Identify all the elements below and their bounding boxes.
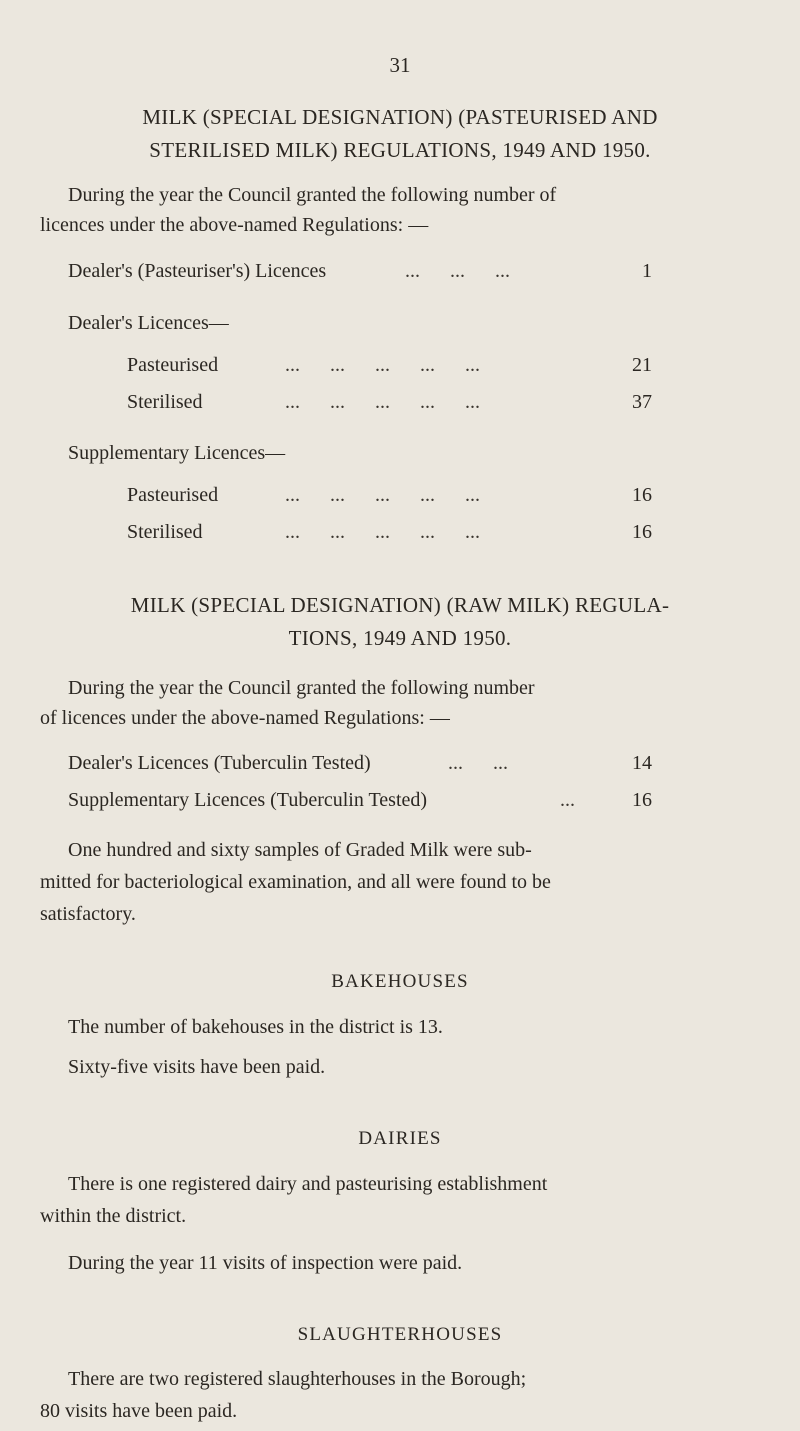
leader-dots: ... ... ...: [405, 260, 510, 282]
section1-intro-line1: During the year the Council granted the following number of: [68, 184, 557, 206]
leader-dots: ... ... ... ... ...: [285, 484, 480, 506]
row-dealers-tuberculin-label: Dealer's Licences (Tuberculin Tested): [68, 752, 371, 774]
bakehouses-heading: BAKEHOUSES: [331, 971, 469, 992]
row-dealers-tuberculin-value: 14: [632, 752, 652, 774]
row-supplementary-sterilised-label: Sterilised: [127, 521, 203, 543]
row-dealers-sterilised-value: 37: [632, 391, 652, 413]
dairies-line2: within the district.: [40, 1205, 187, 1227]
row-dealers-sterilised-label: Sterilised: [127, 391, 203, 413]
samples-line3: satisfactory.: [40, 903, 136, 925]
section2-intro-line2: of licences under the above-named Regulations: —: [40, 707, 450, 729]
row-dealers-pasteurised-value: 21: [632, 354, 652, 376]
samples-line1: One hundred and sixty samples of Graded Milk were sub-: [68, 839, 532, 861]
row-dealers-pasteurisers-label: Dealer's (Pasteuriser's) Licences: [68, 260, 327, 282]
row-supplementary-licences-label: Supplementary Licences—: [68, 442, 286, 464]
section1-intro-line2: licences under the above-named Regulations: —: [40, 214, 429, 236]
row-supplementary-pasteurised-label: Pasteurised: [127, 484, 219, 506]
row-dealers-pasteurisers-value: 1: [642, 260, 652, 282]
row-dealers-licences-label: Dealer's Licences—: [68, 312, 229, 334]
slaughterhouses-line1: There are two registered slaughterhouses in the Borough;: [68, 1368, 527, 1390]
leader-dots: ... ... ... ... ...: [285, 521, 480, 543]
leader-dots: ...: [560, 789, 575, 811]
leader-dots: ... ... ... ... ...: [285, 354, 480, 376]
section2-heading-line2: TIONS, 1949 AND 1950.: [288, 626, 512, 650]
dairies-line3: During the year 11 visits of inspection were paid.: [68, 1252, 463, 1274]
section2-intro-line1: During the year the Council granted the following number: [68, 677, 535, 699]
dairies-line1: There is one registered dairy and pasteurising establishment: [68, 1173, 548, 1195]
row-supplementary-pasteurised-value: 16: [632, 484, 652, 506]
row-dealers-pasteurised-label: Pasteurised: [127, 354, 219, 376]
bakehouses-line2: Sixty-five visits have been paid.: [68, 1056, 326, 1078]
row-supplementary-sterilised-value: 16: [632, 521, 652, 543]
slaughterhouses-line2: 80 visits have been paid.: [40, 1400, 238, 1422]
section1-heading-line2: STERILISED MILK) REGULATIONS, 1949 AND 1950.: [149, 138, 651, 162]
slaughterhouses-heading: SLAUGHTERHOUSES: [297, 1324, 503, 1345]
leader-dots: ... ... ... ... ...: [285, 391, 480, 413]
section1-heading-line1: MILK (SPECIAL DESIGNATION) (PASTEURISED AND: [142, 105, 658, 129]
section2-heading-line1: MILK (SPECIAL DESIGNATION) (RAW MILK) REGULA-: [130, 593, 670, 617]
leader-dots: ... ...: [448, 752, 508, 774]
dairies-heading: DAIRIES: [358, 1128, 442, 1149]
bakehouses-line1: The number of bakehouses in the district is 13.: [68, 1016, 443, 1038]
samples-line2: mitted for bacteriological examination, and all were found to be: [40, 871, 551, 893]
page-number: 31: [389, 53, 411, 77]
row-supplementary-tuberculin-value: 16: [632, 789, 652, 811]
row-supplementary-tuberculin-label: Supplementary Licences (Tuberculin Tested): [68, 789, 428, 811]
